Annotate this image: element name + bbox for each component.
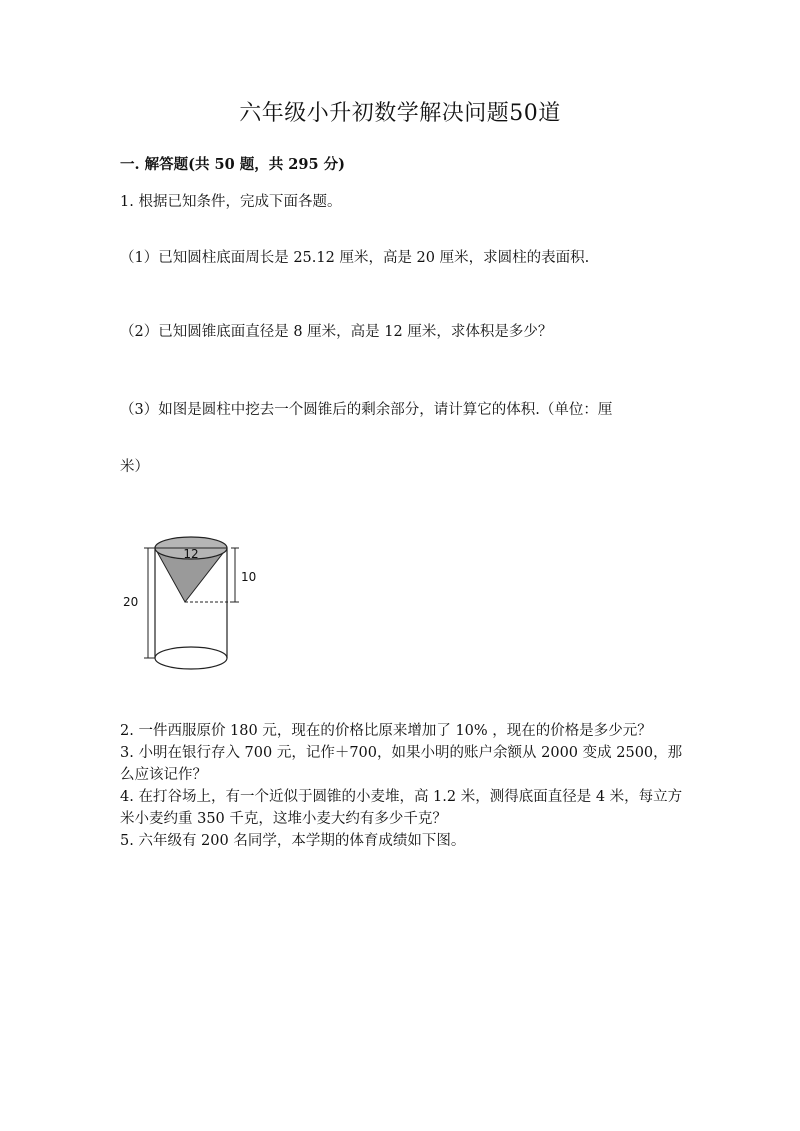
- cylinder-cone-figure: [115, 528, 275, 678]
- problem-3: 3. 小明在银行存入 700 元，记作＋700，如果小明的账户余额从 2000 变成 2500，那么应该记作？: [120, 745, 683, 783]
- question-1-part-3-line-2: 米）: [120, 459, 149, 475]
- question-1-stem: 1. 根据已知条件，完成下面各题。: [120, 194, 342, 210]
- problem-5: 5. 六年级有 200 名同学，本学期的体育成绩如下图。: [120, 833, 466, 849]
- section-heading: 一. 解答题(共 50 题，共 295 分): [120, 156, 345, 173]
- problem-2: 2. 一件西服原价 180 元，现在的价格比原来增加了 10% ，现在的价格是多少元？: [120, 723, 652, 739]
- problem-list: [120, 720, 685, 852]
- problem-4: 4. 在打谷场上，有一个近似于圆锥的小麦堆，高 1.2 米，测得底面直径是 4 米，每立方米小麦约重 350 千克，这堆小麦大约有多少千克？: [120, 789, 683, 827]
- cone-height-label: 10: [241, 570, 257, 584]
- cylinder-bottom-ellipse: [155, 647, 227, 669]
- diameter-label: 12: [183, 547, 199, 561]
- page-title: 六年级小升初数学解决问题50道: [239, 101, 561, 126]
- question-1-part-2: （2）已知圆锥底面直径是 8 厘米，高是 12 厘米，求体积是多少？: [120, 324, 553, 340]
- question-1-part-3-line-1: （3）如图是圆柱中挖去一个圆锥后的剩余部分，请计算它的体积.（单位：厘: [120, 402, 613, 418]
- question-1-part-1: （1）已知圆柱底面周长是 25.12 厘米，高是 20 厘米，求圆柱的表面积.: [120, 250, 590, 266]
- cylinder-height-label: 20: [123, 595, 139, 609]
